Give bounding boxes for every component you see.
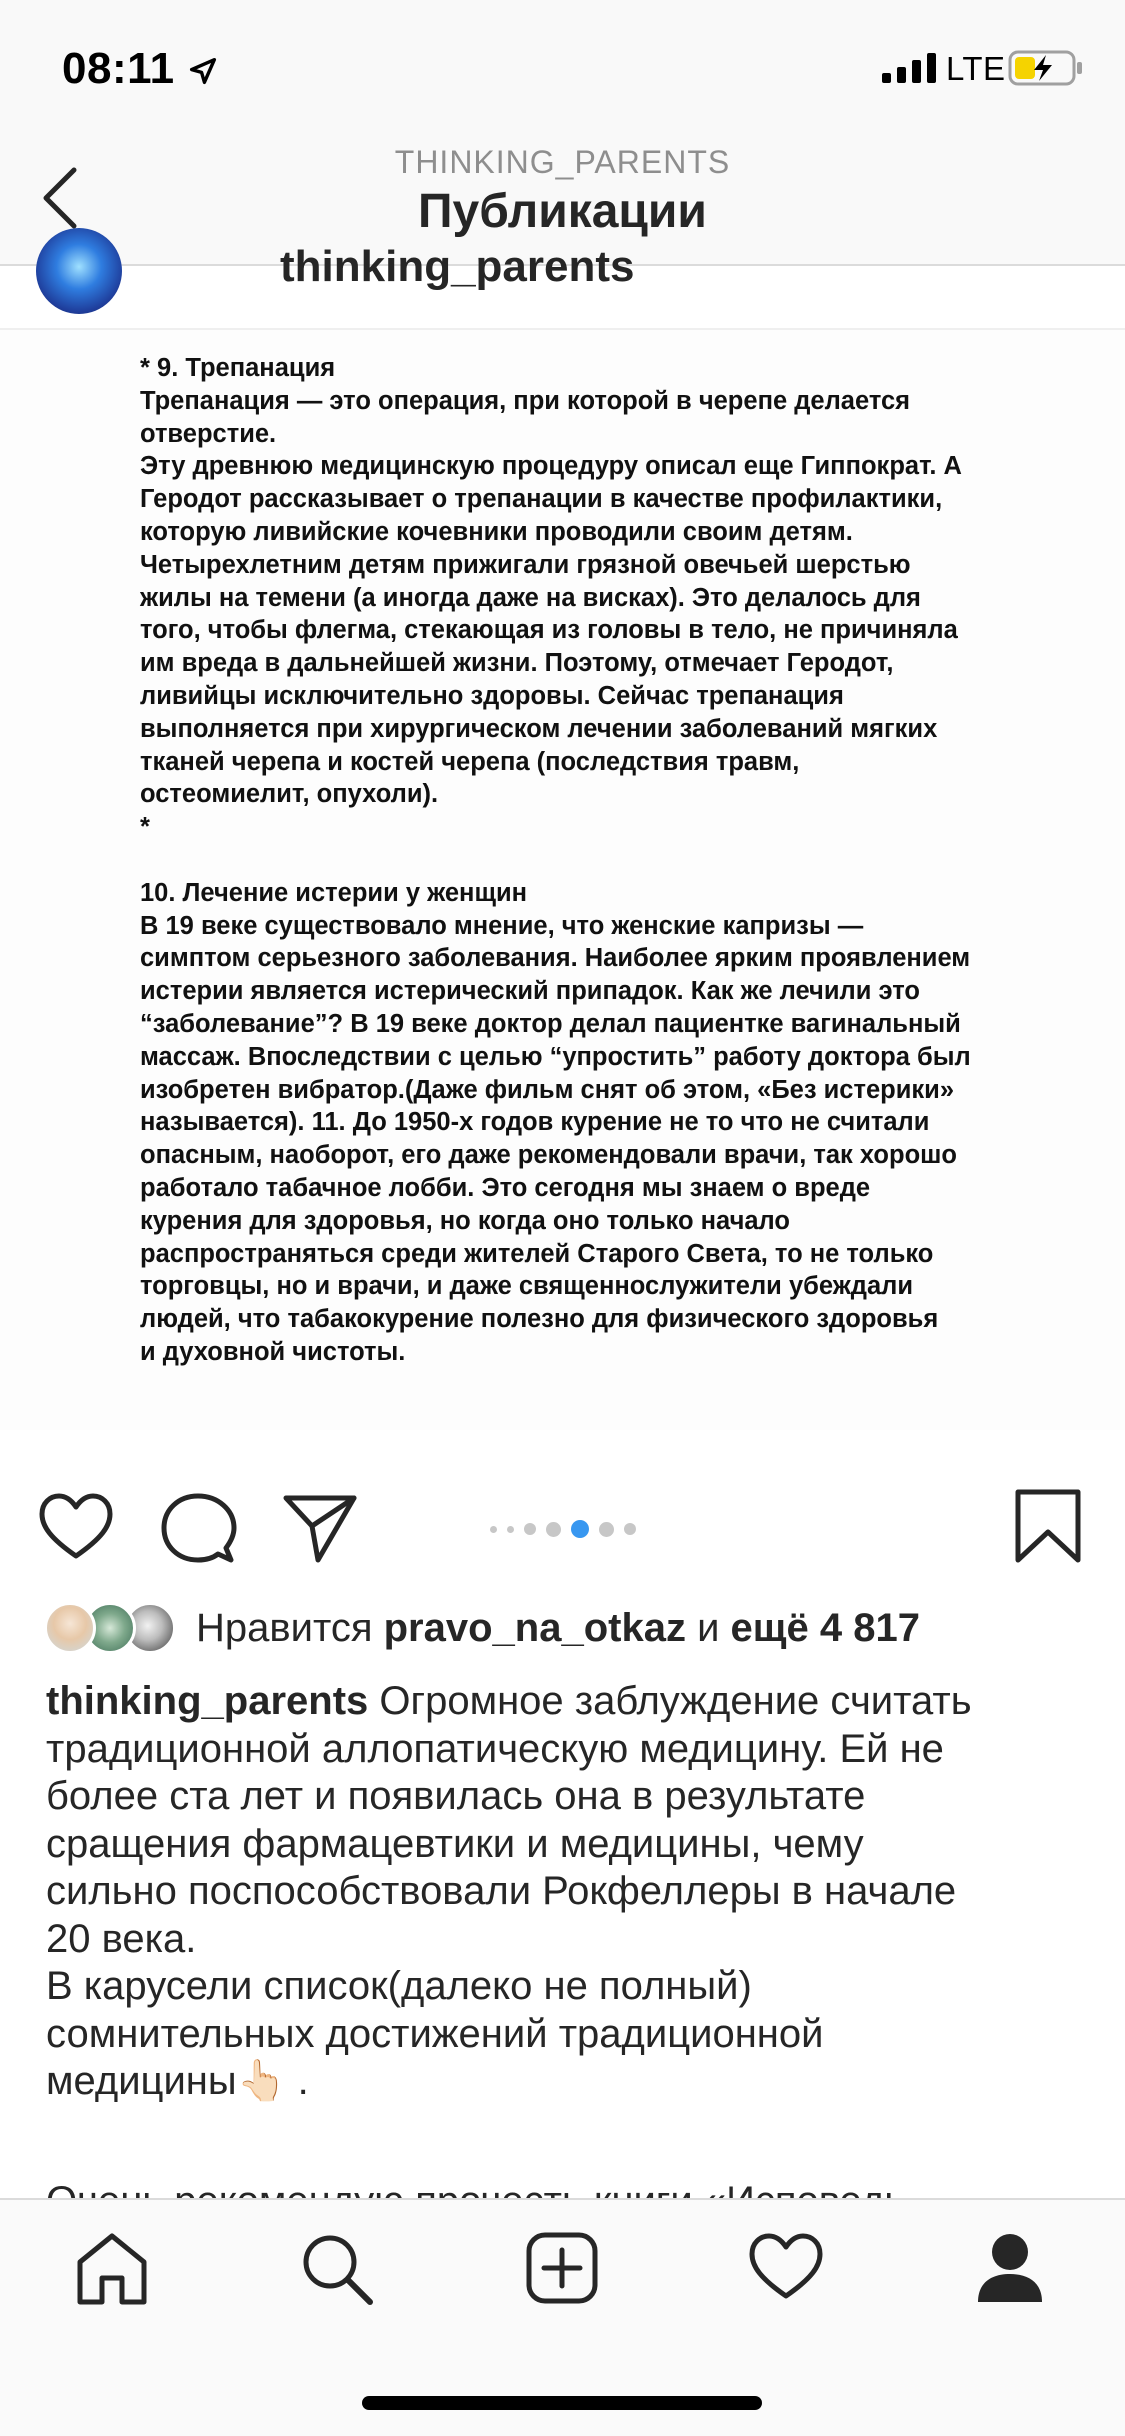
carousel-dot: [524, 1523, 536, 1535]
carousel-dot: [624, 1523, 636, 1535]
tab-home[interactable]: [72, 2228, 152, 2308]
avatar: [44, 1602, 96, 1654]
caption-line: сомнительных достижений традиционной: [46, 2011, 824, 2056]
save-button[interactable]: [1010, 1488, 1086, 1564]
account-username[interactable]: THINKING_PARENTS: [394, 144, 731, 180]
status-bar: [0, 0, 1125, 132]
caption-line: сращения фармацевтики и медицины, чему: [46, 1821, 864, 1866]
caption-line: более ста лет и появилась она в результате: [46, 1774, 866, 1818]
post-actions: [0, 1480, 1125, 1570]
post-header: [0, 242, 1125, 330]
liker-username[interactable]: pravo_na_otkaz: [383, 1606, 686, 1650]
post-author-name[interactable]: thinking_parents: [280, 242, 635, 291]
caption-line: В карусели список(далеко не полный): [46, 1964, 752, 2008]
tab-activity[interactable]: [746, 2228, 826, 2308]
avatar[interactable]: [36, 228, 122, 314]
carousel-indicator: [0, 1520, 1125, 1538]
post-image[interactable]: [0, 330, 1125, 1430]
post-caption: [46, 1678, 1086, 2106]
tab-search[interactable]: [296, 2228, 376, 2308]
caption-cutoff: [46, 2170, 1086, 2200]
status-time: 08:11: [62, 44, 175, 93]
carousel-dot-active: [571, 1520, 589, 1538]
profile-icon: [972, 2230, 1048, 2306]
caption-line: сильно поспособствовали Рокфеллеры в начале: [46, 1869, 957, 1913]
add-post-icon: [524, 2230, 600, 2306]
network-type: LTE: [946, 50, 1006, 87]
bookmark-icon: [1018, 1492, 1078, 1560]
caption-line: 20 века.: [46, 1916, 197, 1961]
cellular-signal-icon: [882, 53, 940, 83]
post-image-text: * 9. Трепанация Трепанация — это операция, при которой в черепе делается отверстие. Эту древнюю медицинскую процедуру описал еще Гиппократ. А Геродот рассказывает о трепанации в качестве профилактики, которую ливийские кочевники проводили своим детям. Четырехлетним детям прижигали грязной овечьей шерстью жилы на темени (а иногда даже на висках). Это делалось для того, чтобы флегма, стекающая из головы в тело, не причиняла им вреда в дальнейшей жизни. Поэтому, отмечает Геродот, ливийцы исключительно здоровы. Сейчас трепанация выполняется при хирургическом лечении заболеваний мягких тканей черепа и костей черепа (последствия травм, остеомиелит, опухоли). * 10. Лечение истерии у женщин В 19 веке существовало мнение, что женские капризы — симптом серьезного заболевания. Наиболее ярким проявлением истерии является истерический припадок. Как же лечили это “заболевание”? В 19 веке доктор делал пациентке вагинальный массаж. Впоследствии с целью “упростить” работу доктора был изобретен вибратор.(Даже фильм снят об этом, «Без истерики» называется). 11. До 1950-х годов курение не то что не считали опасным, наоборот, его даже рекомендовали врачи, так хорошо работало табачное лобби. Это сегодня мы знаем о вреде курения для здоровья, но когда оно только начало распространяться среди жителей Старого Света, то не только торговцы, но и врачи, и даже священнослужители убеждали людей, что табакокурение полезно для физического здоровья и духовной чистоты.: [140, 354, 971, 1366]
home-icon: [74, 2230, 150, 2306]
likes-prefix: Нравится: [196, 1606, 384, 1650]
tab-profile[interactable]: [970, 2228, 1050, 2308]
tab-new-post[interactable]: [522, 2228, 602, 2308]
likes-summary[interactable]: [44, 1600, 1094, 1660]
carousel-dot: [599, 1522, 614, 1537]
heart-icon: [748, 2230, 824, 2306]
caption-username[interactable]: thinking_parents: [46, 1679, 369, 1723]
likes-count[interactable]: ещё 4 817: [730, 1606, 920, 1650]
battery-icon: [1008, 50, 1084, 86]
home-indicator[interactable]: [362, 2396, 762, 2410]
caption-line: медицины👆🏻 .: [46, 2059, 309, 2103]
likes-text: [196, 1606, 920, 1651]
likes-conjunction: и: [685, 1606, 731, 1650]
caption-line: традиционной аллопатическую медицину. Ей не: [46, 1726, 944, 1771]
search-icon: [298, 2230, 374, 2306]
carousel-dot: [507, 1526, 514, 1533]
carousel-dot: [546, 1522, 561, 1537]
page-title: Публикации: [418, 185, 707, 238]
caption-line: Огромное заблуждение считать: [368, 1679, 972, 1723]
carousel-dot: [490, 1526, 497, 1533]
location-arrow-icon: [186, 54, 220, 88]
